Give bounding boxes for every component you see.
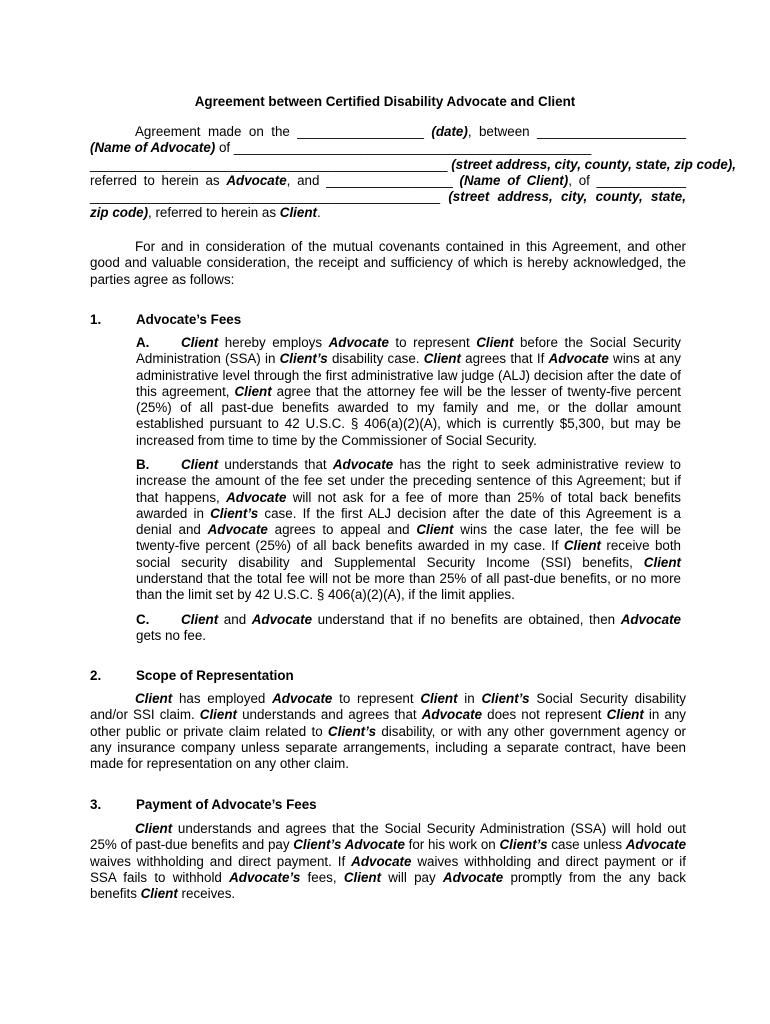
section-2-body: Client has employed Advocate to represent Client in Client’s Social Security disability and/or SSI claim. Client understands and agrees that Advocate does not represent Client in any other public or private claim related to Client’s disability, or with any other government agency or any insurance company unless separate arrangements, including a separate contract, have been made for representation on any other claim. (90, 691, 686, 772)
section-1-a: A. Client hereby employs Advocate to represent Client before the Social Security Administration (SSA) in Client’s disability case. Client agrees that If Advocate wins at any administrative level through the first administrative law judge (ALJ) decision after the date of this agreement, Client agree that the attorney fee will be the lesser of twenty-five percent (25%) of all past-due benefits awarded to my family and me, or the dollar amount established pursuant to 42 U.S.C. § 406(a)(2)(A), which is currently $5,300, but may be increased from time to time by the Commissioner of Social Security. (136, 335, 681, 448)
intro-line-1: Agreement made on the _________________ (date), between ____________________ (135, 124, 686, 139)
section-2-heading: 2. Scope of Representation (90, 668, 294, 683)
section-3-body: Client understands and agrees that the Social Security Administration (SSA) will hold out 25% of past-due benefits and pay Client’s Advocate for his work on Client’s case unless Advocate waives withholding and direct payment. If Advocate waives withholding and direct payment or if SSA fails to withhold Advocate’s fees, Client will pay Advocate promptly from the any back benefits Client receives. (90, 821, 687, 902)
section-1-c: C. Client and Advocate understand that if no benefits are obtained, then Advocate gets no fee. (136, 612, 681, 644)
section-1-b: B. Client understands that Advocate has the right to seek administrative review to increase the amount of the fee set under the preceding sentence of this Agreement; but if that happens, Advocate will not ask for a fee of more than 25% of total back benefits awarded in Client’s case. If the first ALJ decision after the date of this Agreement is a denial and Advocate agrees to appeal and Client wins the case later, the fee will be twenty-five percent (25%) of all back benefits awarded in my case. If Client receive both social security disability and Supplemental Security Income (SSI) benefits, Client understand that the total fee will not be more than 25% of all past-due benefits, or no more than the limit set by 42 U.S.C. § 406(a)(2)(A), if the limit applies. (136, 457, 682, 603)
advocate-name-blank[interactable]: ____________________ (537, 124, 686, 139)
date-blank[interactable]: _________________ (297, 124, 424, 139)
document-title: Agreement between Certified Disability Advocate and Client (194, 94, 576, 109)
advocate-address-blank-2[interactable]: ________________________________________________ (90, 156, 448, 172)
consideration-paragraph: For and in consideration of the mutual covenants contained in this Agreement, and other good and valuable consideration, the receipt and sufficiency of which is hereby acknowledged, the parties agree as follows: (90, 239, 686, 287)
client-address-blank-2[interactable]: _______________________________________________ (90, 189, 441, 205)
intro-line-6: zip code), referred to herein as Client. (90, 205, 321, 221)
advocate-address-blank-1[interactable]: ________________________________________________ (233, 140, 592, 156)
section-3-heading: 3. Payment of Advocate’s Fees (90, 797, 317, 812)
intro-line-2: (Name of Advocate) of ________________________________________________ (90, 140, 592, 156)
intro-line-3: ________________________________________________ (street address, city, county, state, zip code), (90, 156, 736, 172)
client-name-blank[interactable]: _________________ (326, 172, 453, 188)
client-address-blank-1[interactable]: ____________ (596, 172, 686, 188)
section-1-heading: 1. Advocate’s Fees (90, 312, 242, 327)
intro-line-5: _______________________________________________ (street address, city, county, state, (90, 189, 686, 205)
intro-line-4: referred to herein as Advocate, and _________________ (Name of Client), of ____________ (90, 172, 686, 188)
intro-paragraph (90, 124, 736, 222)
